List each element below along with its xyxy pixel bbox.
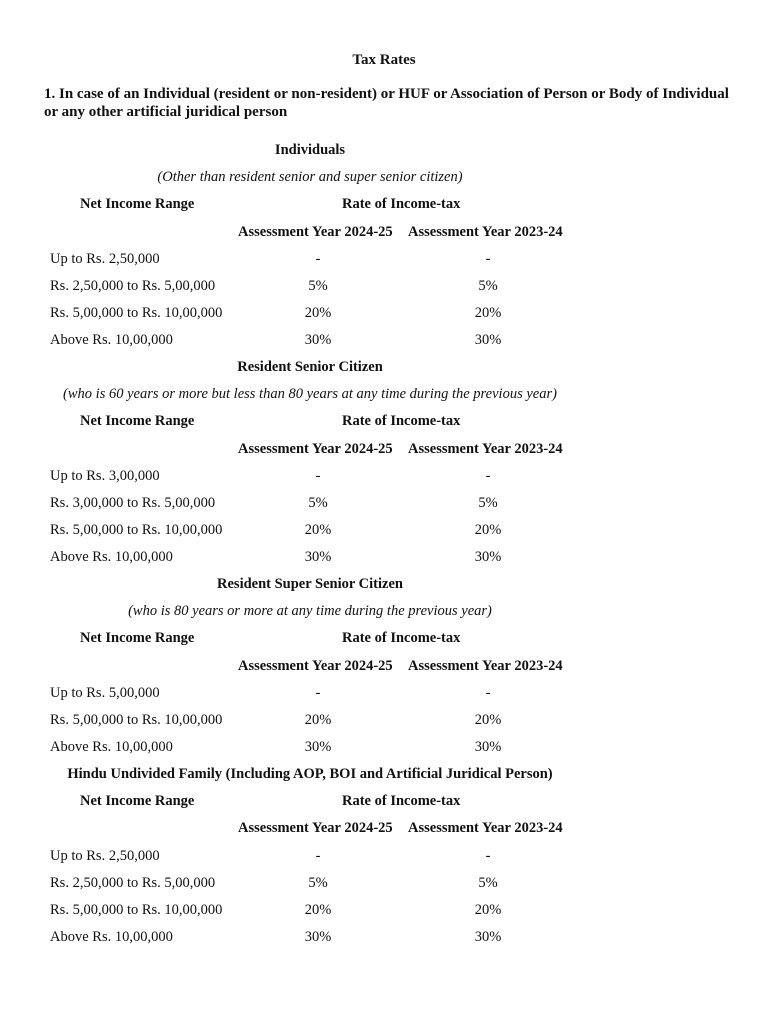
rate-ay2-cell: - xyxy=(485,684,491,701)
rate-ay2-cell: 20% xyxy=(474,711,502,728)
table-row xyxy=(0,273,768,300)
range-cell: Above Rs. 10,00,000 xyxy=(50,739,173,756)
range-cell: Rs. 2,50,000 to Rs. 5,00,000 xyxy=(50,277,216,294)
section-subtitle: (Other than resident senior and super senior citizen) xyxy=(157,169,463,186)
rate-ay1-cell: 30% xyxy=(304,929,332,946)
table-row xyxy=(0,870,768,897)
rate-ay2-cell: 5% xyxy=(478,277,498,294)
page-title: Tax Rates xyxy=(352,52,416,68)
rate-ay2-cell: - xyxy=(485,467,491,484)
section-title: Individuals xyxy=(274,142,346,158)
rate-ay1-cell: - xyxy=(315,250,321,267)
range-cell: Rs. 5,00,000 to Rs. 10,00,000 xyxy=(50,901,223,918)
rate-ay1-cell: 30% xyxy=(304,332,332,349)
rate-ay2-cell: 30% xyxy=(474,332,502,349)
table-row xyxy=(0,544,768,571)
tax-section-huf xyxy=(0,761,768,951)
table-row xyxy=(0,843,768,870)
rate-ay2-cell: 30% xyxy=(474,549,502,566)
range-cell: Rs. 5,00,000 to Rs. 10,00,000 xyxy=(50,522,223,539)
col-header-rate: Rate of Income-tax xyxy=(342,630,461,647)
range-cell: Rs. 3,00,000 to Rs. 5,00,000 xyxy=(50,494,216,511)
table-row xyxy=(0,707,768,734)
table-row xyxy=(0,924,768,951)
col-header-rate: Rate of Income-tax xyxy=(342,196,461,213)
table-row xyxy=(0,517,768,544)
col-header-ay2: Assessment Year 2023-24 xyxy=(408,440,563,457)
range-cell: Above Rs. 10,00,000 xyxy=(50,549,173,566)
header-row xyxy=(0,625,768,652)
col-header-ay2: Assessment Year 2023-24 xyxy=(408,657,563,674)
table-row xyxy=(0,463,768,490)
col-header-rate: Rate of Income-tax xyxy=(342,793,461,810)
range-cell: Up to Rs. 5,00,000 xyxy=(50,684,160,701)
table-row xyxy=(0,680,768,707)
rate-ay2-cell: 20% xyxy=(474,522,502,539)
col-header-range: Net Income Range xyxy=(80,413,195,430)
header-row xyxy=(0,191,768,218)
section-title: Hindu Undivided Family (Including AOP, BOI and Artificial Juridical Person) xyxy=(67,766,553,782)
rate-ay1-cell: - xyxy=(315,684,321,701)
rate-ay1-cell: 5% xyxy=(308,874,328,891)
rate-ay1-cell: 20% xyxy=(304,711,332,728)
col-header-ay2: Assessment Year 2023-24 xyxy=(408,820,563,837)
table-row xyxy=(0,734,768,761)
range-cell: Above Rs. 10,00,000 xyxy=(50,929,173,946)
section-subtitle: (who is 80 years or more at any time during the previous year) xyxy=(128,603,492,620)
table-row xyxy=(0,490,768,517)
rate-ay1-cell: 5% xyxy=(308,494,328,511)
header-row xyxy=(0,788,768,815)
col-header-rate: Rate of Income-tax xyxy=(342,413,461,430)
col-header-ay1: Assessment Year 2024-25 xyxy=(238,223,393,240)
range-cell: Rs. 5,00,000 to Rs. 10,00,000 xyxy=(50,305,223,322)
rate-ay2-cell: 20% xyxy=(474,305,502,322)
rate-ay1-cell: 5% xyxy=(308,277,328,294)
rate-ay1-cell: - xyxy=(315,467,321,484)
tax-section-senior-citizen xyxy=(0,354,768,572)
subheader-row xyxy=(0,815,768,842)
header-row xyxy=(0,408,768,435)
table-row xyxy=(0,246,768,273)
intro-heading: 1. In case of an Individual (resident or non-resident) or HUF or Association of Person or Body of Individual or any other artificial juridical person xyxy=(44,86,729,120)
range-cell: Up to Rs. 2,50,000 xyxy=(50,847,160,864)
rate-ay2-cell: 30% xyxy=(474,739,502,756)
rate-ay2-cell: - xyxy=(485,847,491,864)
section-title: Resident Super Senior Citizen xyxy=(217,576,403,592)
col-header-ay1: Assessment Year 2024-25 xyxy=(238,820,393,837)
table-row xyxy=(0,327,768,354)
range-cell: Rs. 5,00,000 to Rs. 10,00,000 xyxy=(50,711,223,728)
range-cell: Up to Rs. 2,50,000 xyxy=(50,250,160,267)
rate-ay2-cell: 5% xyxy=(478,874,498,891)
rate-ay2-cell: 5% xyxy=(478,494,498,511)
subheader-row xyxy=(0,653,768,680)
col-header-range: Net Income Range xyxy=(80,630,195,647)
col-header-range: Net Income Range xyxy=(80,196,195,213)
table-row xyxy=(0,300,768,327)
col-header-ay1: Assessment Year 2024-25 xyxy=(238,657,393,674)
subheader-row xyxy=(0,219,768,246)
subheader-row xyxy=(0,436,768,463)
section-subtitle: (who is 60 years or more but less than 80 years at any time during the previous year) xyxy=(63,386,557,403)
rate-ay1-cell: 30% xyxy=(304,549,332,566)
rate-ay1-cell: 20% xyxy=(304,522,332,539)
range-cell: Above Rs. 10,00,000 xyxy=(50,332,173,349)
col-header-ay1: Assessment Year 2024-25 xyxy=(238,440,393,457)
rate-ay1-cell: - xyxy=(315,847,321,864)
col-header-range: Net Income Range xyxy=(80,793,195,810)
rate-ay2-cell: 30% xyxy=(474,929,502,946)
rate-ay1-cell: 20% xyxy=(304,305,332,322)
range-cell: Up to Rs. 3,00,000 xyxy=(50,467,160,484)
rate-ay1-cell: 20% xyxy=(304,901,332,918)
rate-ay1-cell: 30% xyxy=(304,739,332,756)
range-cell: Rs. 2,50,000 to Rs. 5,00,000 xyxy=(50,874,216,891)
rate-ay2-cell: - xyxy=(485,250,491,267)
rate-ay2-cell: 20% xyxy=(474,901,502,918)
tax-section-individuals xyxy=(0,137,768,355)
col-header-ay2: Assessment Year 2023-24 xyxy=(408,223,563,240)
table-row xyxy=(0,897,768,924)
section-title: Resident Senior Citizen xyxy=(237,359,383,375)
tax-section-super-senior-citizen xyxy=(0,571,768,761)
